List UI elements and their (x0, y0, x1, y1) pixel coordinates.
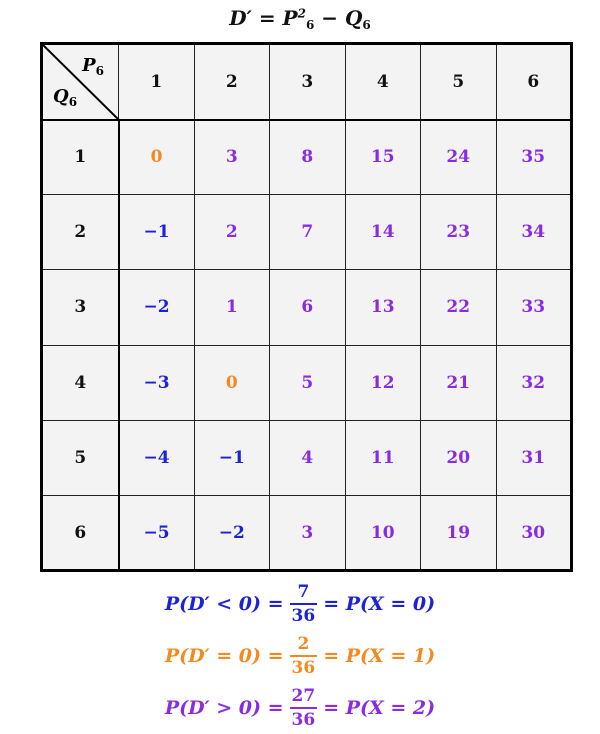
column-header-3: 3 (270, 44, 346, 120)
table-cell: −1 (194, 420, 270, 495)
table-cell: 3 (270, 495, 346, 570)
table-cell: 4 (270, 420, 346, 495)
table-row (42, 420, 572, 495)
table-cell: 30 (496, 495, 572, 570)
row-axis-label: $Q_6$ (53, 85, 78, 109)
table-cell: 6 (270, 270, 346, 345)
corner-cell (42, 44, 119, 120)
table-row (42, 495, 572, 570)
column-header-1: 1 (119, 44, 195, 120)
row-header-5: 5 (42, 420, 119, 495)
table-cell: 14 (345, 195, 421, 270)
table-cell: 13 (345, 270, 421, 345)
probability-formulas (0, 578, 600, 734)
table-cell: 35 (496, 120, 572, 195)
table-cell: −2 (119, 270, 195, 345)
table-cell: 10 (345, 495, 421, 570)
probability-formula (0, 578, 600, 630)
probability-formula (0, 682, 600, 734)
formula-rhs: = P(X = 2) (323, 697, 436, 719)
table-cell: 31 (496, 420, 572, 495)
table-cell: 22 (421, 270, 497, 345)
row-header-6: 6 (42, 495, 119, 570)
table-cell: 0 (119, 120, 195, 195)
row-header-2: 2 (42, 195, 119, 270)
table-cell: 2 (194, 195, 270, 270)
row-header-1: 1 (42, 120, 119, 195)
fraction (290, 583, 318, 625)
table-cell: −4 (119, 420, 195, 495)
table-cell: 33 (496, 270, 572, 345)
table-cell: 32 (496, 345, 572, 420)
fraction-denominator: 36 (290, 707, 318, 729)
table-cell: −1 (119, 195, 195, 270)
column-header-4: 4 (345, 44, 421, 120)
table-cell: 24 (421, 120, 497, 195)
table-cell: 1 (194, 270, 270, 345)
formula-lhs: P(D′ > 0) = (164, 697, 284, 719)
probability-formula (0, 630, 600, 682)
table-cell: 11 (345, 420, 421, 495)
table-cell: 5 (270, 345, 346, 420)
table-cell: 34 (496, 195, 572, 270)
table-cell: −5 (119, 495, 195, 570)
fraction-denominator: 36 (290, 655, 318, 677)
fraction-numerator: 27 (291, 686, 316, 706)
difference-table (40, 42, 573, 572)
row-header-3: 3 (42, 270, 119, 345)
table-cell: 0 (194, 345, 270, 420)
fraction-numerator: 2 (297, 634, 310, 654)
table-cell: 19 (421, 495, 497, 570)
table-cell: 12 (345, 345, 421, 420)
column-header-6: 6 (496, 44, 572, 120)
row-header-4: 4 (42, 345, 119, 420)
table-cell: 3 (194, 120, 270, 195)
diagram-title: $D' = P^2_6 - Q_6$ (229, 6, 371, 32)
table-cell: 8 (270, 120, 346, 195)
table-cell: 20 (421, 420, 497, 495)
fraction (290, 635, 318, 677)
table-cell: 21 (421, 345, 497, 420)
formula-lhs: P(D′ = 0) = (164, 645, 284, 667)
table-cell: −2 (194, 495, 270, 570)
table-row (42, 195, 572, 270)
table-cell: 23 (421, 195, 497, 270)
table-cell: −3 (119, 345, 195, 420)
table-row (42, 120, 572, 195)
formula-rhs: = P(X = 1) (323, 645, 436, 667)
formula-rhs: = P(X = 0) (323, 593, 436, 615)
header-row (42, 44, 572, 120)
column-header-2: 2 (194, 44, 270, 120)
fraction (290, 687, 318, 729)
table-cell: 15 (345, 120, 421, 195)
column-header-5: 5 (421, 44, 497, 120)
fraction-denominator: 36 (290, 603, 318, 625)
formula-lhs: P(D′ < 0) = (164, 593, 284, 615)
table-row (42, 345, 572, 420)
table-row (42, 270, 572, 345)
column-axis-label: $P_6$ (82, 55, 104, 78)
table-cell: 7 (270, 195, 346, 270)
fraction-numerator: 7 (297, 582, 310, 602)
